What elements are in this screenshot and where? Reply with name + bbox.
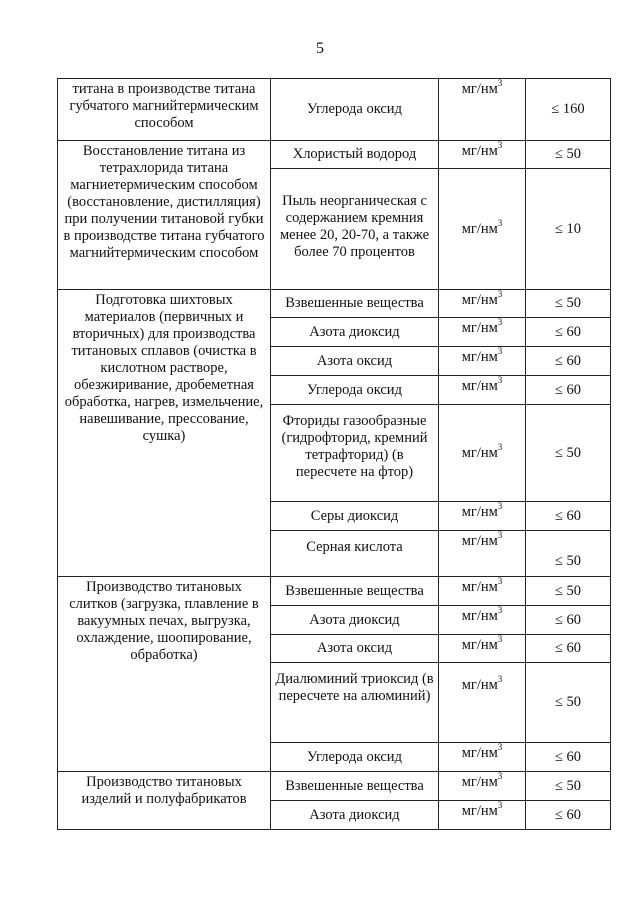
emission-limits-table [57, 78, 611, 830]
unit-cell: $мг/нм^3$ [439, 141, 526, 169]
unit-cell: $мг/нм^3$ [439, 606, 526, 635]
unit-cell: $мг/нм^3$ [439, 405, 526, 502]
limit-cell: ≤ 50 [526, 290, 611, 318]
table-row [58, 577, 611, 606]
limit-cell: ≤ 60 [526, 502, 611, 531]
unit-cell: $мг/нм^3$ [439, 347, 526, 376]
unit-cell: $мг/нм^3$ [439, 376, 526, 405]
limit-cell: ≤ 50 [526, 772, 611, 801]
unit-cell: $мг/нм^3$ [439, 635, 526, 663]
substance-cell: Диалюминий триоксид (в пересчете на алюминий) [271, 663, 439, 743]
substance-cell: Азота диоксид [271, 801, 439, 830]
unit-cell: $мг/нм^3$ [439, 502, 526, 531]
limit-cell: ≤ 50 [526, 531, 611, 577]
unit-cell: $мг/нм^3$ [439, 79, 526, 141]
unit-cell: $мг/нм^3$ [439, 290, 526, 318]
limit-cell: ≤ 60 [526, 318, 611, 347]
limit-cell: ≤ 50 [526, 405, 611, 502]
limit-cell: ≤ 50 [526, 663, 611, 743]
unit-cell: $мг/нм^3$ [439, 801, 526, 830]
substance-cell: Взвешенные вещества [271, 290, 439, 318]
unit-cell: $мг/нм^3$ [439, 577, 526, 606]
unit-cell: $мг/нм^3$ [439, 318, 526, 347]
unit-cell: $мг/нм^3$ [439, 169, 526, 290]
limit-cell: ≤ 60 [526, 376, 611, 405]
substance-cell: Взвешенные вещества [271, 772, 439, 801]
unit-cell: $мг/нм^3$ [439, 531, 526, 577]
substance-cell: Азота диоксид [271, 318, 439, 347]
substance-cell: Фториды газообразные (гидрофторид, кремний тетрафторид) (в пересчете на фтор) [271, 405, 439, 502]
unit-cell: $мг/нм^3$ [439, 743, 526, 772]
substance-cell: Углерода оксид [271, 743, 439, 772]
process-cell: Производство титановых изделий и полуфабрикатов [58, 772, 271, 830]
unit-cell: $мг/нм^3$ [439, 663, 526, 743]
limit-cell: ≤ 60 [526, 801, 611, 830]
limit-cell: ≤ 60 [526, 743, 611, 772]
substance-cell: Серы диоксид [271, 502, 439, 531]
substance-cell: Углерода оксид [271, 79, 439, 141]
substance-cell: Азота диоксид [271, 606, 439, 635]
limit-cell: ≤ 160 [526, 79, 611, 141]
limit-cell: ≤ 50 [526, 141, 611, 169]
limit-cell: ≤ 60 [526, 635, 611, 663]
substance-cell: Азота оксид [271, 635, 439, 663]
process-cell: Восстановление титана из тетрахлорида титана магниетермическим способом (восстановление, дистилляция) при получении титановой губки в производстве титана губчатого магнийтермическим способом [58, 141, 271, 290]
substance-cell: Пыль неорганическая с содержанием кремния менее 20, 20-70, а также более 70 процентов [271, 169, 439, 290]
substance-cell: Серная кислота [271, 531, 439, 577]
process-cell: титана в производстве титана губчатого магнийтермическим способом [58, 79, 271, 141]
substance-cell: Углерода оксид [271, 376, 439, 405]
limit-cell: ≤ 60 [526, 347, 611, 376]
substance-cell: Взвешенные вещества [271, 577, 439, 606]
table-row [58, 772, 611, 801]
substance-cell: Хлористый водород [271, 141, 439, 169]
table-row [58, 141, 611, 169]
process-cell: Производство титановых слитков (загрузка, плавление в вакуумных печах, выгрузка, охлаждение, шоопирование, обработка) [58, 577, 271, 772]
process-cell: Подготовка шихтовых материалов (первичных и вторичных) для производства титановых сплавов (очистка в кислотном растворе, обезжиривание, дробеметная обработка, нагрев, измельчение, навешивание, прессование, сушка) [58, 290, 271, 577]
limit-cell: ≤ 10 [526, 169, 611, 290]
substance-cell: Азота оксид [271, 347, 439, 376]
unit-cell: $мг/нм^3$ [439, 772, 526, 801]
table-row [58, 290, 611, 318]
page-number: 5 [316, 40, 324, 57]
table-row [58, 79, 611, 141]
limit-cell: ≤ 60 [526, 606, 611, 635]
limit-cell: ≤ 50 [526, 577, 611, 606]
